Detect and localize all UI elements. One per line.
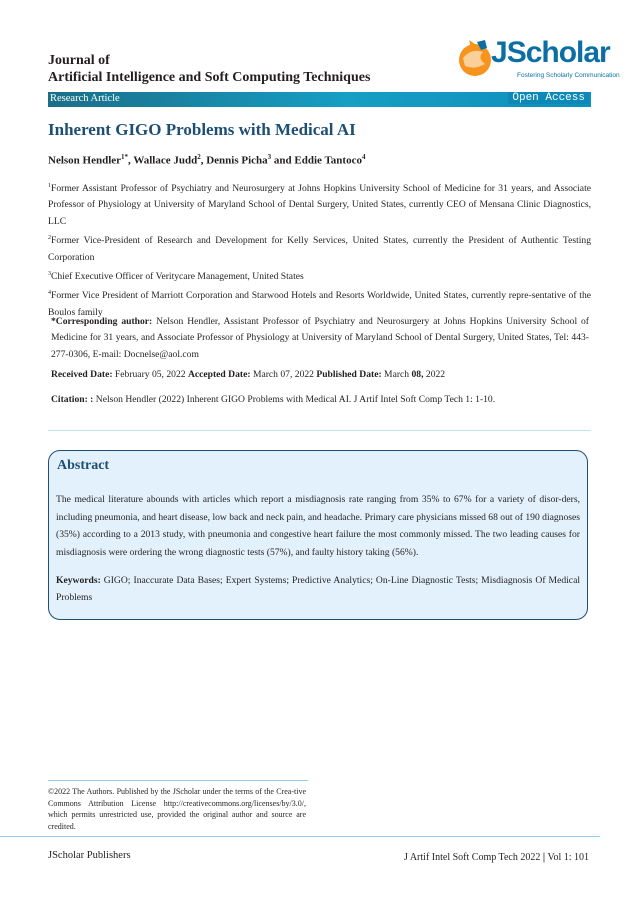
published-date: March xyxy=(381,369,412,380)
journal-name-line1: Journal of xyxy=(48,53,110,68)
citation xyxy=(51,394,495,405)
abstract-heading: Abstract xyxy=(57,458,110,473)
article-dates: Received Date: February 05, 2022 Accepted Date: March 07, 2022 Published Date: March 08, 2022 xyxy=(51,369,446,380)
accepted-date: March 07, 2022 xyxy=(250,369,317,380)
author-name: Nelson Hendler xyxy=(48,154,122,167)
corresponding-author xyxy=(51,314,589,363)
author-list: Nelson Hendler$^{1*}$, Wallace Judd$^2$, Dennis Picha$^3$ and Eddie Tantoco$^4$ xyxy=(48,153,366,167)
abstract-box xyxy=(48,450,588,620)
publisher-name: JScholar Publishers xyxy=(48,850,131,861)
affiliation: $^2$Former Vice-President of Research and Development for Kelly Services, United States, currently the President of Authentic Testing Corporation xyxy=(48,235,591,263)
author-sup: 1* xyxy=(121,153,129,161)
corresponding-label: *Corresponding author: xyxy=(51,316,153,327)
author-name: Wallace Judd xyxy=(133,154,198,167)
jscholar-logo xyxy=(455,36,620,84)
divider xyxy=(48,430,591,431)
logo-wordmark: JScholar xyxy=(491,36,610,69)
received-date: February 05, 2022 xyxy=(112,369,188,380)
author-name: Dennis Picha xyxy=(206,154,268,167)
article-type: Research Article xyxy=(50,93,120,104)
affiliation: $^3$Chief Executive Officer of Veritycare Management, United States xyxy=(48,270,304,283)
affiliations xyxy=(48,178,591,321)
license-divider xyxy=(48,780,308,781)
article-banner xyxy=(48,92,591,107)
open-access-badge: Open Access xyxy=(508,92,589,104)
article-title: Inherent GIGO Problems with Medical AI xyxy=(48,120,356,139)
affiliation: $^4$Former Vice President of Marriott Corporation and Starwood Hotels and Resorts Worldwide, United States, currently repre-sentative of the Boulos family xyxy=(48,290,591,318)
journal-name xyxy=(48,52,370,86)
logo-tagline: Fostering Scholarly Communication xyxy=(517,72,620,79)
corresponding-text: Nelson Hendler, Assistant Professor of Psychiatry and Neurosurgery at Johns Hopkins University School of Medicine for 31 years, and Associate Professor of Physiology at University of Maryland School of Dental Surgery, United States, Tel: 443-277-0306, E-mail: Docnelse@aol.com xyxy=(51,316,589,360)
license-note: ©2022 The Authors. Published by the JScholar under the terms of the Crea-tive Commons Attribution License http://creativecommons.org/licenses/by/3.0/, which permits unrestricted use, provided the original author and source are credited. xyxy=(48,787,306,831)
footer-divider xyxy=(0,836,600,837)
author-sup: 4 xyxy=(361,153,366,161)
author-sup: 2 xyxy=(197,153,201,161)
author-sup: 3 xyxy=(267,153,272,161)
journal-name-line2: Artificial Intelligence and Soft Computing Techniques xyxy=(48,70,371,85)
citation-label: Citation: : xyxy=(51,394,94,405)
abstract-text: The medical literature abounds with articles which report a misdiagnosis rate ranging from 35% to 67% for a variety of disor-ders, including pneumonia, and heart disease, low back and neck pain, and headache. Primary care physicians missed 68 out of 190 diagnoses (35%) according to a 2013 study, with pneumonia and congestive heart failure the most commonly missed. The two leading causes for misdiagnosis were ordering the wrong diagnostic tests (57%), and faulty history taking (56%). xyxy=(56,494,580,558)
author-name: Eddie Tantoco xyxy=(294,154,362,167)
affiliation: $^1$Former Assistant Professor of Psychiatry and Neurosurgery at Johns Hopkins University School of Medicine for 31 years, and Associate Professor of Physiology at University of Maryland School of Dental Surgery, United States, currently CEO of Mensana Clinic Diagnostics, LLC xyxy=(48,183,591,227)
citation-text: Nelson Hendler (2022) Inherent GIGO Problems with Medical AI. J Artif Intel Soft Comp Tech 1: 1-10. xyxy=(93,394,496,405)
logo-globe-icon xyxy=(455,38,495,78)
keywords: Keywords: GIGO; Inaccurate Data Bases; Expert Systems; Predictive Analytics; On-Line Diagnostic Tests; Misdiagnosis Of Medical Problems xyxy=(56,575,580,603)
journal-footer: J Artif Intel Soft Comp Tech 2022 | Vol 1: 101 xyxy=(404,852,590,863)
